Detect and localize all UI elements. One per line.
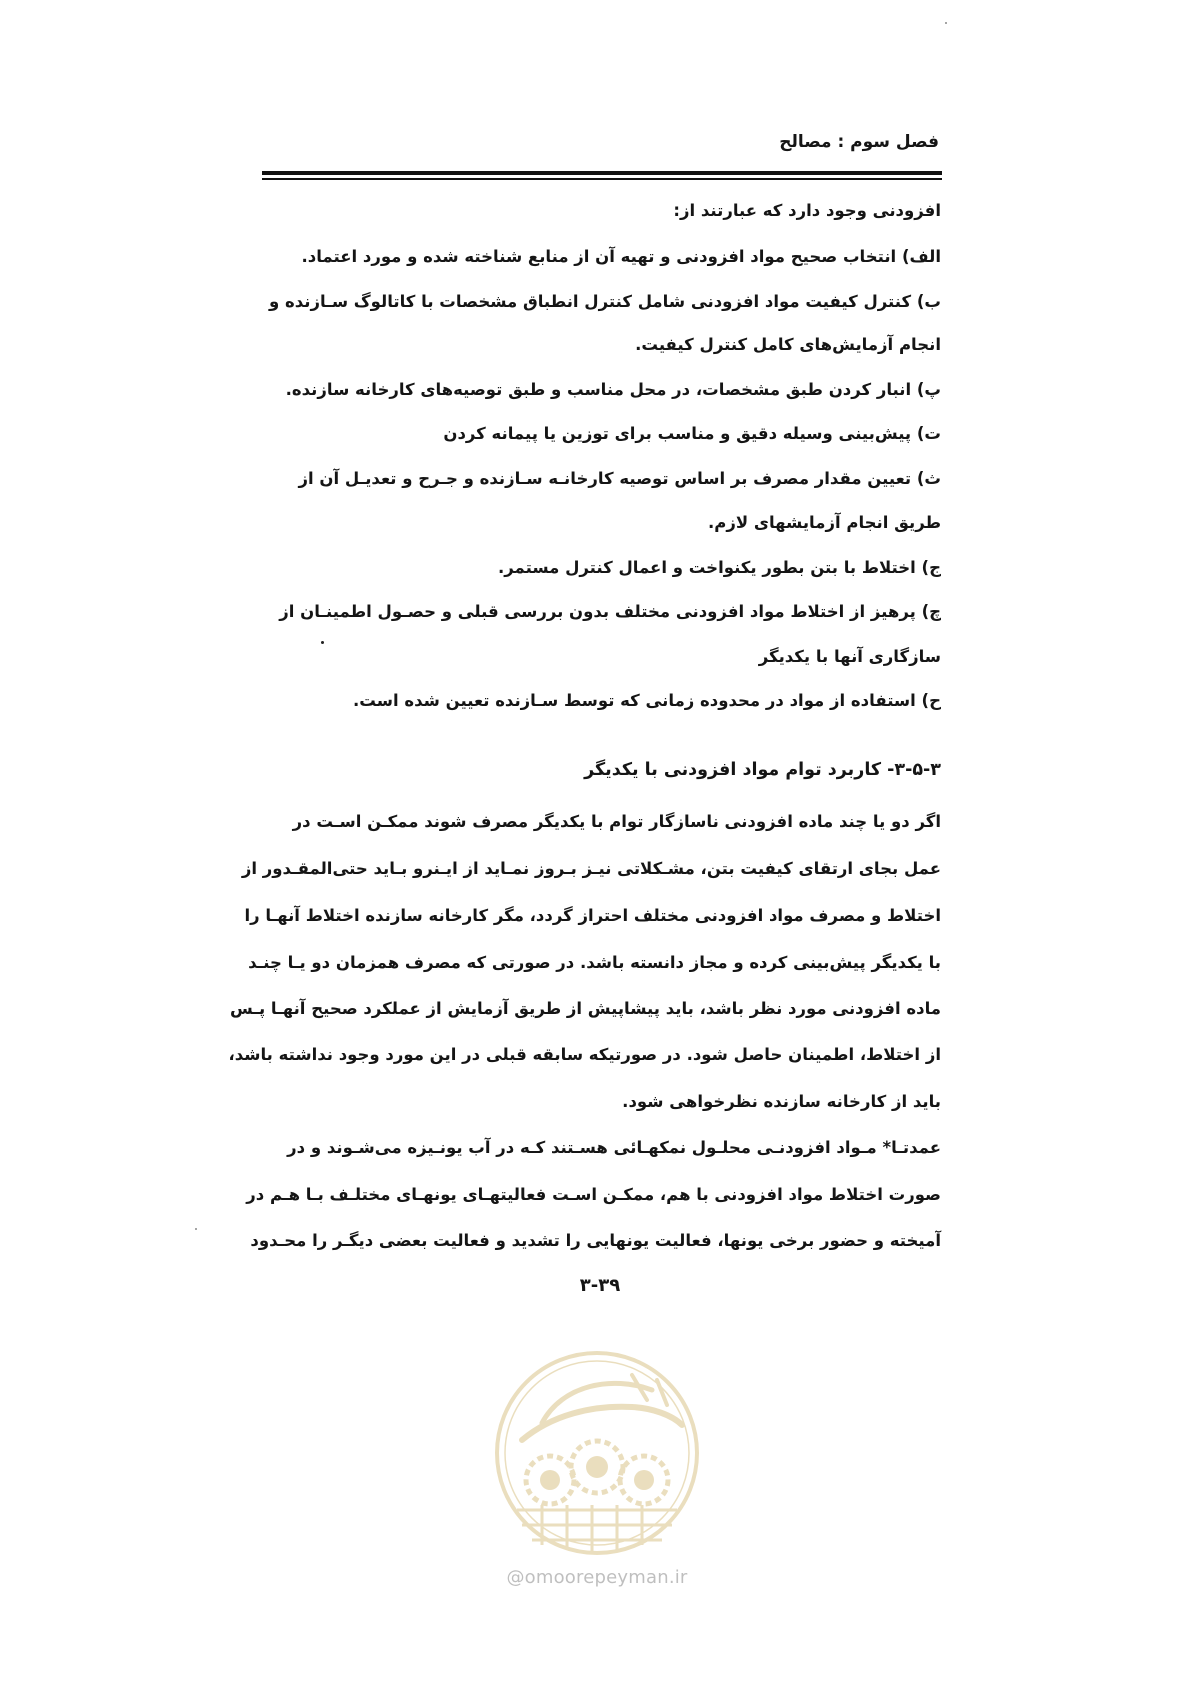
list-item-che: چ) پرهیز از اختلاط مواد افزودنی مختلف بدون بررسی قبلی و حصـول اطمینـان از: [279, 602, 941, 621]
list-item-se: ث) تعیین مقدار مصرف بر اساس توصیه کارخانـه سـازنده و جـرح و تعدیـل آن از: [298, 469, 941, 488]
scan-speck: [945, 22, 947, 24]
paragraph-line: آمیخته و حضور برخی یونها، فعالیت یونهایی را تشدید و فعالیت بعضی دیگـر را محـدود: [250, 1231, 941, 1250]
chapter-title: فصل سوم : مصالح: [779, 132, 939, 152]
list-item-se-cont: طریق انجام آزمایشهای لازم.: [707, 513, 941, 532]
watermark-seal-icon: [482, 1345, 712, 1560]
list-item-be: ب) کنترل کیفیت مواد افزودنی شامل کنترل انطباق مشخصات با کاتالوگ سـازنده و: [269, 292, 941, 311]
paragraph-line: اختلاط و مصرف مواد افزودنی مختلف احتراز گردد، مگر کارخانه سازنده اختلاط آنهـا را: [244, 906, 941, 925]
header-rule-thin: [262, 178, 942, 180]
body-line: افزودنی وجود دارد که عبارتند از:: [673, 201, 941, 220]
stray-dot: [321, 641, 324, 644]
header-rule-thick: [262, 171, 942, 175]
paragraph-line: عمدتـا* مـواد افزودنـی محلـول نمکهـائی هسـتند کـه در آب یونـیزه می‌شـوند و در: [287, 1138, 941, 1157]
list-item-jim: ج) اختلاط با بتن بطور یکنواخت و اعمال کنترل مستمر.: [498, 558, 941, 577]
paragraph-line: با یکدیگر پیش‌بینی کرده و مجاز دانسته باشد. در صورتی که مصرف همزمان دو یـا چنـد: [248, 953, 941, 972]
list-item-pe: پ) انبار کردن طبق مشخصات، در محل مناسب و طبق توصیه‌های کارخانه سازنده.: [285, 380, 941, 399]
paragraph-line: باید از کارخانه سازنده نظرخواهی شود.: [622, 1092, 941, 1111]
paragraph-line: صورت اختلاط مواد افزودنی با هم، ممکـن اسـت فعالیتهـای یونهـای مختلـف بـا هـم در: [246, 1185, 941, 1204]
paragraph-line: اگر دو یا چند ماده افزودنی ناسازگار توام با یکدیگر مصرف شوند ممکـن اسـت در: [292, 812, 941, 831]
watermark-url: @omoorepeyman.ir: [506, 1567, 688, 1588]
section-heading: ۳-۵-۳- کاربرد توام مواد افزودنی با یکدیگر: [584, 760, 941, 780]
paragraph-line: از اختلاط، اطمینان حاصل شود. در صورتیکه سابقه قبلی در این مورد وجود نداشته باشد،: [228, 1045, 941, 1064]
paragraph-line: عمل بجای ارتقای کیفیت بتن، مشـکلاتی نیـز بـروز نمـاید از ایـنرو بـاید حتی‌المقـدور از: [241, 859, 941, 878]
list-item-che-cont: سازگاری آنها با یکدیگر: [758, 647, 941, 666]
watermark-logo: [482, 1345, 712, 1600]
scan-speck: [195, 1228, 197, 1230]
list-item-alef: الف) انتخاب صحیح مواد افزودنی و تهیه آن از منابع شناخته شده و مورد اعتماد.: [301, 247, 941, 266]
list-item-he: ح) استفاده از مواد در محدوده زمانی که توسط سـازنده تعیین شده است.: [353, 691, 941, 710]
list-item-be-cont: انجام آزمایش‌های کامل کنترل کیفیت.: [635, 335, 941, 354]
page-number: ۳-۳۹: [579, 1275, 621, 1296]
list-item-te: ت) پیش‌بینی وسیله دقیق و مناسب برای توزین یا پیمانه کردن: [443, 424, 941, 443]
paragraph-line: ماده افزودنی مورد نظر باشد، باید پیشاپیش از طریق آزمایش از عملکرد صحیح آنهـا پـس: [229, 999, 941, 1018]
